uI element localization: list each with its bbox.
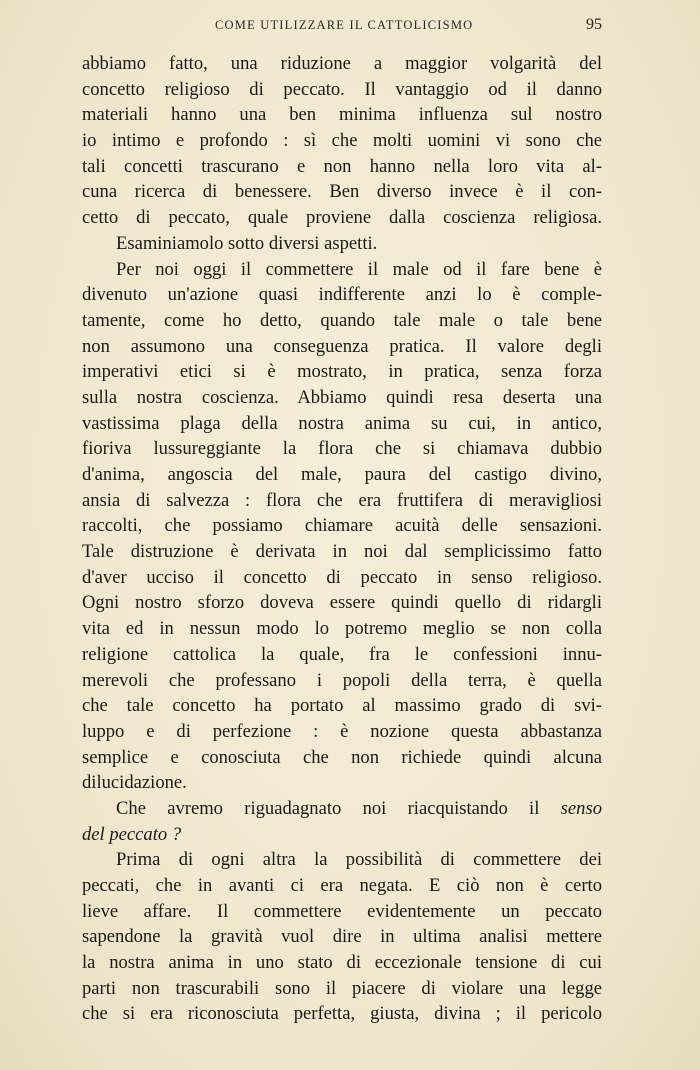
- text-line: dilucidazione.: [82, 772, 187, 794]
- text-line: io intimo e profondo : sì che molti uomini vi sono che: [82, 130, 602, 152]
- text-line: peccati, che in avanti ci era negata. E ciò non è certo: [82, 875, 602, 896]
- text-line: che si era riconosciuta perfetta, giusta, divina ; il pericolo: [82, 1003, 602, 1025]
- text-line: materiali hanno una ben minima influenza sul nostro: [82, 104, 602, 126]
- italic-phrase: senso: [560, 797, 602, 819]
- text-line: vastissima plaga della nostra anima su cui, in antico,: [82, 412, 602, 434]
- text-line: sulla nostra coscienza. Abbiamo quindi resa deserta una: [82, 386, 602, 408]
- text-line: fioriva lussureggiante la flora che si chiamava dubbio: [82, 438, 602, 460]
- text-line: vita ed in nessun modo lo potremo meglio se non colla: [82, 618, 602, 640]
- text-line-roman: Che avremo riguadagnato noi riacquistando il: [116, 797, 540, 819]
- text-line: luppo e di perfezione : è nozione questa abbastanza: [82, 720, 602, 742]
- running-header: [0, 16, 700, 36]
- text-line: parti non trascurabili sono il piacere di violare una legge: [82, 977, 602, 999]
- text-line: raccolti, che possiamo chiamare acuità delle sensazioni.: [82, 515, 602, 537]
- text-line: sapendone la gravità vuol dire in ultima analisi mettere: [82, 926, 602, 948]
- text-line: semplice e conosciuta che non richiede quindi alcuna: [82, 746, 602, 768]
- text-line: Ogni nostro sforzo doveva essere quindi quello di ridargli: [82, 592, 602, 614]
- text-line: concetto religioso di peccato. Il vantaggio od il danno: [82, 78, 602, 100]
- text-line: Tale distruzione è derivata in noi dal semplicissimo fatto: [82, 541, 602, 563]
- text-line: la nostra anima in uno stato di eccezionale tensione di cui: [82, 952, 602, 974]
- text-line: Prima di ogni altra la possibilità di commettere dei: [116, 849, 602, 871]
- text-line: Per noi oggi il commettere il male od il fare bene è: [116, 258, 602, 280]
- text-line: cetto di peccato, quale proviene dalla coscienza religiosa.: [82, 207, 602, 229]
- text-line: cuna ricerca di benessere. Ben diverso invece è il con-: [82, 181, 602, 203]
- text-line: religione cattolica la quale, fra le confessioni innu-: [82, 643, 602, 665]
- text-line: che tale concetto ha portato al massimo grado di svi-: [82, 695, 602, 717]
- body-text: [82, 51, 602, 1027]
- text-line: lieve affare. Il commettere evidentemente un peccato: [82, 900, 602, 922]
- text-line: non assumono una conseguenza pratica. Il valore degli: [82, 335, 602, 357]
- text-line: tali concetti trascurano e non hanno nella loro vita al-: [82, 155, 602, 177]
- italic-phrase: del peccato ?: [82, 823, 182, 845]
- running-title: COME UTILIZZARE IL CATTOLICISMO: [215, 18, 474, 32]
- text-line: merevoli che professano i popoli della terra, è quella: [82, 669, 602, 691]
- text-line: ansia di salvezza : flora che era fruttifera di meravigliosi: [82, 489, 602, 511]
- text-line: Esaminiamolo sotto diversi aspetti.: [116, 232, 378, 254]
- text-line: d'aver ucciso il concetto di peccato in senso religioso.: [82, 566, 602, 588]
- text-line: tamente, come ho detto, quando tale male o tale bene: [82, 309, 602, 331]
- text-line: imperativi etici si è mostrato, in pratica, senza forza: [82, 361, 602, 383]
- text-line: [82, 796, 602, 822]
- text-line: abbiamo fatto, una riduzione a maggior volgarità del: [82, 53, 602, 74]
- text-line: d'anima, angoscia del male, paura del castigo divino,: [82, 464, 602, 485]
- text-line: divenuto un'azione quasi indifferente anzi lo è comple-: [82, 284, 602, 306]
- page-number: 95: [586, 16, 602, 33]
- text-line: [82, 822, 602, 848]
